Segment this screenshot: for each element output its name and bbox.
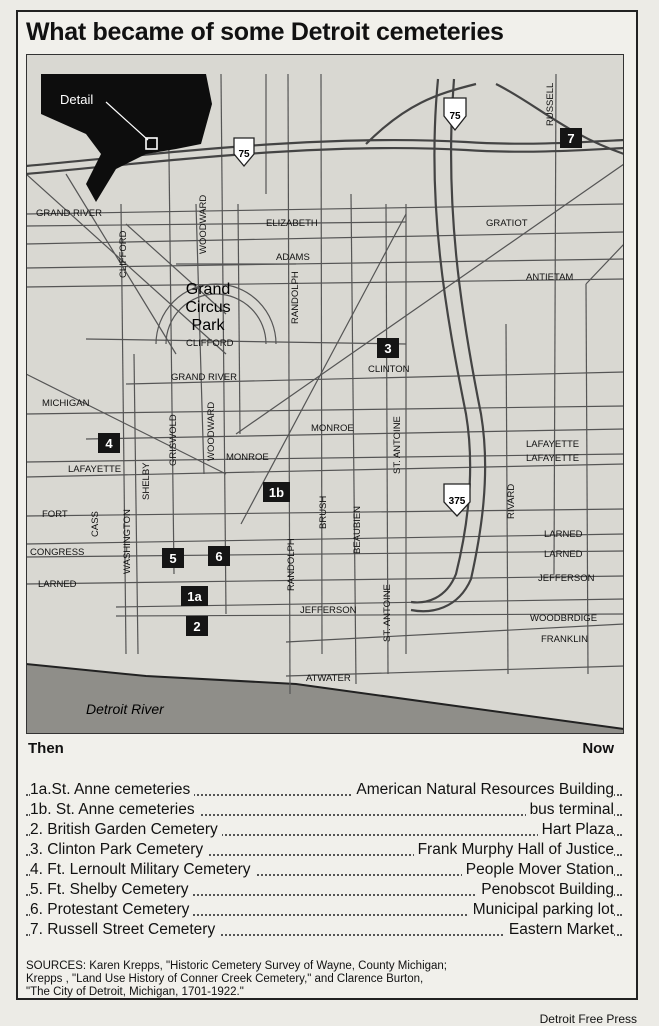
marker-3 — [377, 338, 399, 358]
label-atwater: ATWATER — [306, 673, 351, 684]
label-clinton: CLINTON — [368, 364, 410, 375]
legend-now: Eastern Market — [505, 920, 614, 940]
legend-then: 2. British Garden Cemetery — [30, 820, 222, 840]
legend-now: People Mover Station — [462, 860, 614, 880]
graphic-title: What became of some Detroit cemeteries — [26, 18, 504, 46]
legend-then: 1a.St. Anne cemeteries — [30, 780, 194, 800]
label-lafayette-east-1: LAFAYETTE — [526, 439, 580, 450]
label-monroe-east: MONROE — [311, 423, 354, 434]
shield-375-label: 375 — [448, 496, 466, 507]
label-franklin: FRANKLIN — [541, 634, 588, 645]
now-header: Now — [582, 740, 614, 757]
label-michigan: MICHIGAN — [42, 398, 90, 409]
label-cass: CASS — [90, 511, 101, 537]
legend-then: 1b. St. Anne cemeteries — [30, 800, 199, 820]
legend-then: 4. Ft. Lernoult Military Cemetery — [30, 860, 255, 880]
label-grand-river-west: GRAND RIVER — [36, 208, 102, 219]
marker-6 — [208, 546, 230, 566]
legend-now: Hart Plaza — [538, 820, 614, 840]
marker-7 — [560, 128, 582, 148]
label-clifford-east: CLIFFORD — [186, 338, 234, 349]
label-fort: FORT — [42, 509, 68, 520]
inset-label: Detail — [60, 92, 94, 107]
marker-1b-label: 1b — [268, 485, 285, 500]
marker-2-label: 2 — [193, 619, 201, 634]
label-rivard: RIVARD — [506, 483, 517, 519]
label-woodward-north: WOODWARD — [198, 194, 209, 254]
sources-line: SOURCES: Karen Krepps, "Historic Cemetery Survey of Wayne, County Michigan; — [26, 960, 448, 972]
marker-5 — [162, 548, 184, 568]
label-brush: BRUSH — [318, 495, 329, 529]
park-label-line2: Circus — [185, 299, 231, 316]
label-larned-east-1: LARNED — [544, 529, 583, 540]
label-grand-river-east: GRAND RIVER — [171, 372, 237, 383]
label-st-antoine-north: ST. ANTOINE — [392, 416, 403, 474]
marker-6-label: 6 — [215, 549, 223, 564]
marker-3-label: 3 — [384, 341, 392, 356]
label-beaubien: BEAUBIEN — [352, 505, 363, 554]
shield-75-label: 75 — [238, 149, 250, 160]
publication-credit: Detroit Free Press — [539, 1012, 637, 1026]
legend-then: 3. Clinton Park Cemetery — [30, 840, 207, 860]
legend-now: American Natural Resources Building — [352, 780, 614, 800]
legend-row — [26, 860, 622, 880]
legend-row — [26, 820, 622, 840]
label-washington: WASHINGTON — [122, 509, 133, 574]
marker-4 — [98, 433, 120, 453]
label-randolph-south: RANDOLPH — [286, 538, 297, 591]
label-adams: ADAMS — [276, 252, 310, 263]
marker-1a — [181, 586, 208, 606]
label-st-antoine-south: ST. ANTOINE — [382, 584, 393, 642]
park-label-line1: Grand — [185, 281, 231, 298]
legend-row — [26, 840, 622, 860]
label-shelby: SHELBY — [141, 462, 152, 500]
river-label: Detroit River — [86, 701, 164, 717]
legend-now: bus terminal — [526, 800, 614, 820]
graphic-frame — [16, 10, 638, 1000]
label-gratiot: GRATIOT — [486, 218, 528, 229]
label-antietam: ANTIETAM — [526, 272, 574, 283]
shield-75-north-label: 75 — [449, 111, 461, 122]
legend-row — [26, 800, 622, 820]
legend-row — [26, 880, 622, 900]
label-lafayette-east-2: LAFAYETTE — [526, 453, 580, 464]
label-monroe-west: MONROE — [226, 452, 269, 463]
then-header: Then — [28, 740, 64, 757]
downtown-map — [26, 54, 624, 734]
park-label-line3: Park — [191, 317, 225, 334]
legend-row — [26, 900, 622, 920]
label-elizabeth: ELIZABETH — [266, 218, 318, 229]
legend-then: 7. Russell Street Cemetery — [30, 920, 219, 940]
marker-1b — [263, 482, 290, 502]
marker-4-label: 4 — [105, 436, 113, 451]
label-jefferson-west: JEFFERSON — [300, 605, 357, 616]
label-woodward-south: WOODWARD — [206, 401, 217, 461]
label-russell: RUSSELL — [545, 82, 556, 126]
label-lafayette-west: LAFAYETTE — [68, 464, 122, 475]
label-woodbridge: WOODBRDIGE — [530, 613, 598, 624]
legend-row — [26, 780, 622, 800]
legend-now: Frank Murphy Hall of Justice — [414, 840, 614, 860]
marker-5-label: 5 — [169, 551, 177, 566]
marker-2 — [186, 616, 208, 636]
legend-row — [26, 920, 622, 940]
sources-line: Krepps , "Land Use History of Conner Creek Cemetery," and Clarence Burton, — [26, 973, 424, 985]
sources-note — [26, 960, 624, 999]
label-larned-east-2: LARNED — [544, 549, 583, 560]
label-larned-west: LARNED — [38, 579, 77, 590]
legend-then: 5. Ft. Shelby Cemetery — [30, 880, 193, 900]
label-congress: CONGRESS — [30, 547, 85, 558]
label-clifford-vertical: CLIFFORD — [118, 230, 129, 278]
marker-1a-label: 1a — [187, 589, 202, 604]
legend-now: Penobscot Building — [477, 880, 614, 900]
label-randolph-north: RANDOLPH — [290, 271, 301, 324]
marker-7-label: 7 — [567, 131, 575, 146]
label-griswold: GRISWOLD — [168, 414, 179, 466]
legend-then: 6. Protestant Cemetery — [30, 900, 193, 920]
label-jefferson-east: JEFFERSON — [538, 573, 595, 584]
legend-now: Municipal parking lot — [469, 900, 614, 920]
sources-line: "The City of Detroit, Michigan, 1701-1922." — [26, 986, 244, 998]
